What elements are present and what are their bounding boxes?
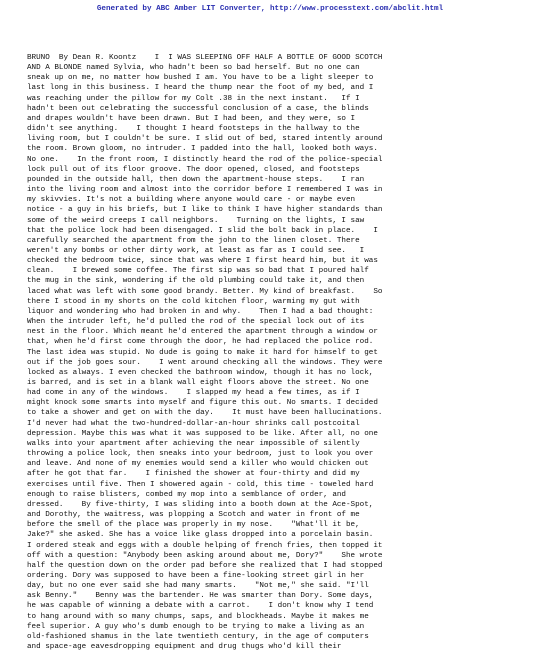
text-line: some of the weird creeps I call neighbors. Turning on the lights, I saw [27,216,365,225]
text-line: liquor and wondering who had broken in and why. Then I had a bad thought: [27,307,374,316]
text-line: pounded in the outside hall, then down the apartment-house steps. I ran [27,175,365,184]
text-line: feel superior. A guy who's dumb enough to be trying to make a living as an [27,622,365,631]
text-line: enough to raise blisters, combed my mop into a semblance of order, and [27,490,346,499]
text-line: Jake?" she asked. She has a voice like glass dropped into a porcelain basin. [27,531,374,540]
text-line: laced what was left with some good brandy. Better. My kind of breakfast. So [27,287,383,296]
text-line: When the intruder left, he'd pulled the rod of the special lock out of its [27,318,365,327]
text-line: hadn't been out celebrating the successful conclusion of a case, the blinds [27,104,369,113]
converter-banner [0,4,540,14]
text-line: and Dorothy, the waitress, was plopping a Scotch and water in front of me [27,511,360,520]
text-line: into the living room and almost into the corridor before I remembered I was in [27,186,383,195]
text-line: weren't any bombs or other dirty work, at least as far as I could see. I [27,246,365,255]
text-line: carefully searched the apartment from the john to the linen closet. There [27,236,360,245]
text-line: last long in this business. I heard the thump near the foot of my bed, and I [27,84,374,93]
text-line: notice - a guy in his briefs, but I like to think I have higher standards than [27,206,383,215]
text-line: old-fashioned shamus in the late twentieth century, in the age of computers [27,632,369,641]
text-line: off with a question: "Anybody been asking around about me, Dory?" She wrote [27,551,383,560]
text-line: before the smell of the place was properly in my nose. "What'll it be, [27,521,360,530]
text-line: walks into your apartment after achieving the near impossible of silently [27,439,360,448]
text-line: and space-age eavesdropping equipment and drug thugs who'd kill their [27,643,342,652]
text-line: the room. Brown gloom, no intruder. I padded into the hall, looked both ways. [27,145,378,154]
text-line: lock pull out of its floor groove. The door opened, closed, and footsteps [27,165,360,174]
text-line: he was capable of winning a debate with a carrot. I don't know why I tend [27,602,374,611]
text-line: living room, but I couldn't be sure. I slid out of bed, stared intently around [27,135,383,144]
text-line: my skivvies. It's not a building where anyone would care - or maybe even [27,196,356,205]
text-line: ask Benny." Benny was the bartender. He was smarter than Dory. Some days, [27,592,374,601]
text-line: that, when he'd first come through the door, he had replaced the police rod. [27,338,374,347]
text-line: depression. Maybe this was what it was supposed to be like. After all, no one [27,429,378,438]
text-line: ordering. Dory was supposed to have been a fine-looking street girl in her [27,571,365,580]
text-line: day, but no one ever said she had many smarts. "Not me," she said. "I'll [27,582,369,591]
text-line: was reaching under the pillow for my Colt .38 in the next instant. If I [27,94,360,103]
text-line: BRUNO By Dean R. Koontz I I WAS SLEEPING OFF HALF A BOTTLE OF GOOD SCOTCH [27,54,383,62]
converter-banner-link[interactable]: Generated by ABC Amber LIT Converter, http://www.processtext.com/abclit.html [96,5,444,13]
text-line: clean. I brewed some coffee. The first sip was so bad that I poured half [27,267,369,276]
text-line: didn't see anything. I thought I heard footsteps in the hallway to the [27,125,360,134]
text-line: is barred, and is set in a blank wall eight floors above the street. No one [27,379,369,387]
text-line: to take a shower and get on with the day. It must have been hallucinations. [27,409,383,418]
text-line: dressed. By five-thirty, I was sliding into a booth down at the Ace-Spot, [27,500,374,509]
text-line: locked as always. I even checked the bathroom window, though it has no lock, [27,368,374,377]
text-line: and leave. And none of my enemies would send a killer who would chicken out [27,460,369,469]
text-line: nest in the floor. Which meant he'd entered the apartment through a window or [27,328,378,337]
text-line: I ordered steak and eggs with a double helping of french fries, then topped it [27,541,383,550]
text-line: and drapes wouldn't have been drawn. But I had been, and they were, so I [27,114,356,123]
text-line: No one. In the front room, I distinctly heard the rod of the police-special [27,155,383,164]
text-line: had come in any of the windows. I slapped my head a few times, as if I [27,389,360,398]
text-line: The last idea was stupid. No dude is going to make it hard for himself to get [27,348,378,357]
text-line: half the question down on the order pad before she realized that I had stopped [27,561,383,570]
text-line: checked the bedroom twice, since that was where I first heard him, but it was [27,257,378,266]
text-line: sneak up on me, no matter how bushed I am. You have to be a light sleeper to [27,74,374,83]
text-line: after he got that far. I finished the shower at four-thirty and did my [27,470,360,479]
text-line: that the police lock had been disengaged. I slid the bolt back in place. I [27,226,378,235]
text-line: throwing a police lock, then sneaks into your bedroom, just to look you over [27,450,374,459]
text-line: there I stood in my shorts on the cold kitchen floor, warming my gut with [27,297,360,306]
text-line: the mug in the sink, wondering if the old plumbing could take it, and then [27,277,365,286]
text-line: exercises until five. Then I showered again - cold, this time - toweled hard [27,480,374,489]
text-line: I'd never had what the two-hundred-dollar-an-hour shrinks call postcoital [27,419,360,428]
text-line: out if the job goes sour. I went around checking all the windows. They were [27,358,383,367]
story-text [27,53,523,652]
text-line: to hang around with so many chumps, saps, and blockheads. Maybe it makes me [27,612,369,621]
text-line: might knock some smarts into myself and figure this out. No smarts. I decided [27,399,378,408]
text-line: AND A BLONDE named Sylvia, who hadn't been so bad herself. But no one can [27,64,360,73]
